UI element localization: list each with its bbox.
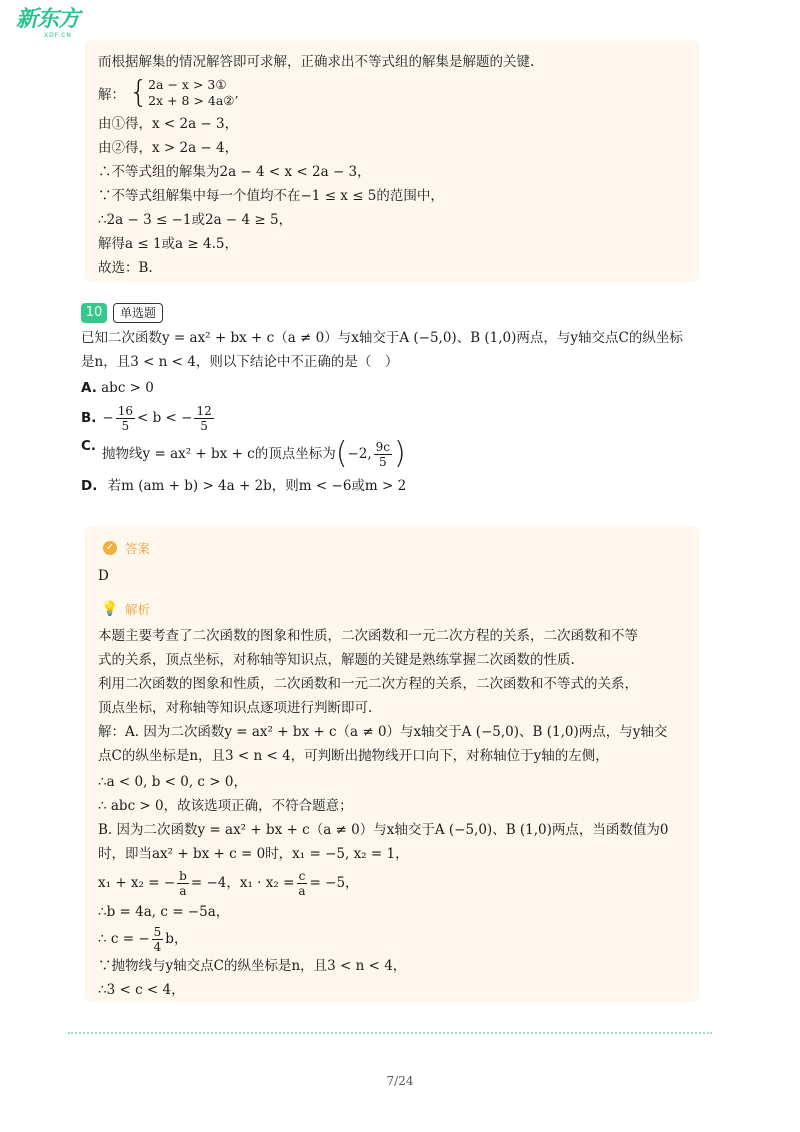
inequality-system — [98, 76, 238, 110]
fraction-num: 9c — [375, 439, 391, 454]
divider — [68, 1032, 712, 1034]
solution-line: ∴2a − 3 ≤ −1或2a − 4 ≥ 5， — [98, 212, 293, 228]
analysis-heading-text: 解析 — [125, 602, 151, 617]
solution-line: 由②得，x > 2a − 4， — [98, 140, 239, 156]
solution-line: 解得a ≤ 1或a ≥ 4.5， — [98, 236, 238, 252]
left-paren-icon: ( — [335, 436, 348, 471]
xdf-logo — [16, 8, 80, 44]
solution-line: ∵不等式组解集中每一个值均不在−1 ≤ x ≤ 5的范围中， — [98, 188, 444, 204]
fraction-num: 16 — [117, 403, 134, 418]
c-pre: ∴ c = − — [98, 931, 150, 947]
option-b — [81, 400, 216, 436]
fraction — [374, 440, 392, 469]
analysis-line: B. 因为二次函数y = ax² + bx + c（a ≠ 0）与x轴交于A (−5,0)、B (1,0)两点，当函数值为0 — [98, 822, 669, 838]
sys-row-1: 2a − x > 3① — [148, 77, 227, 92]
logo-cn: 新东方 — [16, 7, 80, 32]
analysis-line: ∴3 < c < 4， — [98, 982, 185, 998]
c-post: b， — [165, 931, 188, 947]
fraction — [296, 869, 307, 898]
answer-heading — [103, 539, 150, 557]
analysis-line: 利用二次函数的图象和性质，二次函数和一元二次方程的关系，二次函数和不等式的关系， — [98, 676, 638, 692]
option-b-pre: − — [102, 410, 114, 426]
sys-label: 解： — [98, 87, 125, 103]
fraction-num: b — [179, 868, 187, 883]
fraction — [194, 404, 213, 433]
option-c-pre: 抛物线y = ax² + bx + c的顶点坐标为 — [102, 446, 336, 462]
analysis-line: 顶点坐标，对称轴等知识点逐项进行判断即可. — [98, 700, 373, 716]
vieta-mid: = −4，x₁ · x₂ = — [190, 875, 295, 891]
fraction-den: 5 — [121, 418, 130, 433]
vieta-pre: x₁ + x₂ = − — [98, 875, 176, 891]
analysis-line: 解：A. 因为二次函数y = ax² + bx + c（a ≠ 0）与x轴交于A (−5,0)、B (1,0)两点，与y轴交 — [98, 724, 668, 740]
analysis-line: 式的关系，顶点坐标，对称轴等知识点，解题的关键是熟练掌握二次函数的性质. — [98, 652, 575, 668]
option-c-label: C. — [81, 438, 97, 454]
analysis-heading — [103, 600, 150, 618]
solution-intro: 而根据解集的情况解答即可求解，正确求出不等式组的解集是解题的关键. — [98, 54, 535, 70]
sys-row-2: 2x + 8 > 4a②’ — [148, 93, 239, 108]
page-number: 7/24 — [386, 1074, 414, 1088]
solution-line: 由①得，x < 2a − 3， — [98, 116, 239, 132]
logo-en: XDF.CN — [44, 32, 72, 39]
option-d-label: D. — [81, 478, 98, 494]
fraction-den: 4 — [153, 939, 162, 954]
fraction — [177, 869, 189, 898]
fraction-num: c — [298, 868, 306, 883]
option-a — [81, 378, 154, 398]
analysis-line: 本题主要考查了二次函数的图象和性质，二次函数和一元二次方程的关系，二次函数和不等 — [98, 628, 638, 644]
question-number-badge: 10 — [81, 303, 107, 323]
fraction-den: 5 — [379, 454, 387, 469]
solution-line: ∴不等式组的解集为2a − 4 < x < 2a − 3， — [98, 164, 371, 180]
brace-icon: { — [129, 75, 149, 110]
fraction-den: 5 — [200, 418, 208, 433]
analysis-line: ∵抛物线与y轴交点C的纵坐标是n，且3 < n < 4， — [98, 958, 407, 974]
fraction-num: 12 — [196, 403, 212, 418]
analysis-line: 时，即当ax² + bx + c = 0时，x₁ = −5, x₂ = 1， — [98, 846, 409, 862]
option-a-label: A. — [81, 380, 97, 396]
c-line — [98, 922, 187, 956]
option-d — [81, 476, 406, 496]
check-icon: ✓ — [103, 541, 117, 555]
analysis-line: ∴b = 4a, c = −5a， — [98, 904, 230, 920]
question-stem-line-1: 已知二次函数y = ax² + bx + c（a ≠ 0）与x轴交于A (−5,0)、B (1,0)两点，与y轴交点C的纵坐标 — [81, 330, 683, 346]
fraction — [152, 925, 164, 954]
option-a-text: abc > 0 — [101, 380, 154, 396]
solution-line: 故选：B. — [98, 260, 153, 276]
lightbulb-icon: 💡 — [101, 601, 119, 617]
option-d-text: 若m (am + b) > 4a + 2b，则m < −6或m > 2 — [107, 478, 407, 494]
analysis-line: ∴ abc > 0，故该选项正确，不符合题意； — [98, 798, 353, 814]
analysis-line: ∴a < 0, b < 0, c > 0， — [98, 774, 247, 790]
vieta-line — [98, 866, 359, 900]
question-stem-line-2: 是n，且3 < n < 4，则以下结论中不正确的是（ ） — [81, 354, 399, 370]
vieta-post: = −5， — [309, 875, 359, 891]
answer-heading-text: 答案 — [125, 541, 151, 556]
option-c — [81, 436, 406, 472]
analysis-line: 点C的纵坐标是n，且3 < n < 4，可判断出抛物线开口向下，对称轴位于y轴的左侧， — [98, 748, 609, 764]
option-b-mid: < b < − — [137, 410, 193, 426]
fraction-den: a — [179, 883, 187, 898]
answer-value: D — [98, 568, 109, 584]
fraction-den: a — [298, 883, 306, 898]
option-b-label: B. — [81, 410, 97, 426]
question-type-tag: 单选题 — [113, 303, 163, 323]
fraction — [116, 404, 135, 433]
right-paren-icon: ) — [394, 436, 406, 471]
fraction-num: 5 — [153, 924, 162, 939]
option-c-coord: −2, — [347, 446, 372, 462]
